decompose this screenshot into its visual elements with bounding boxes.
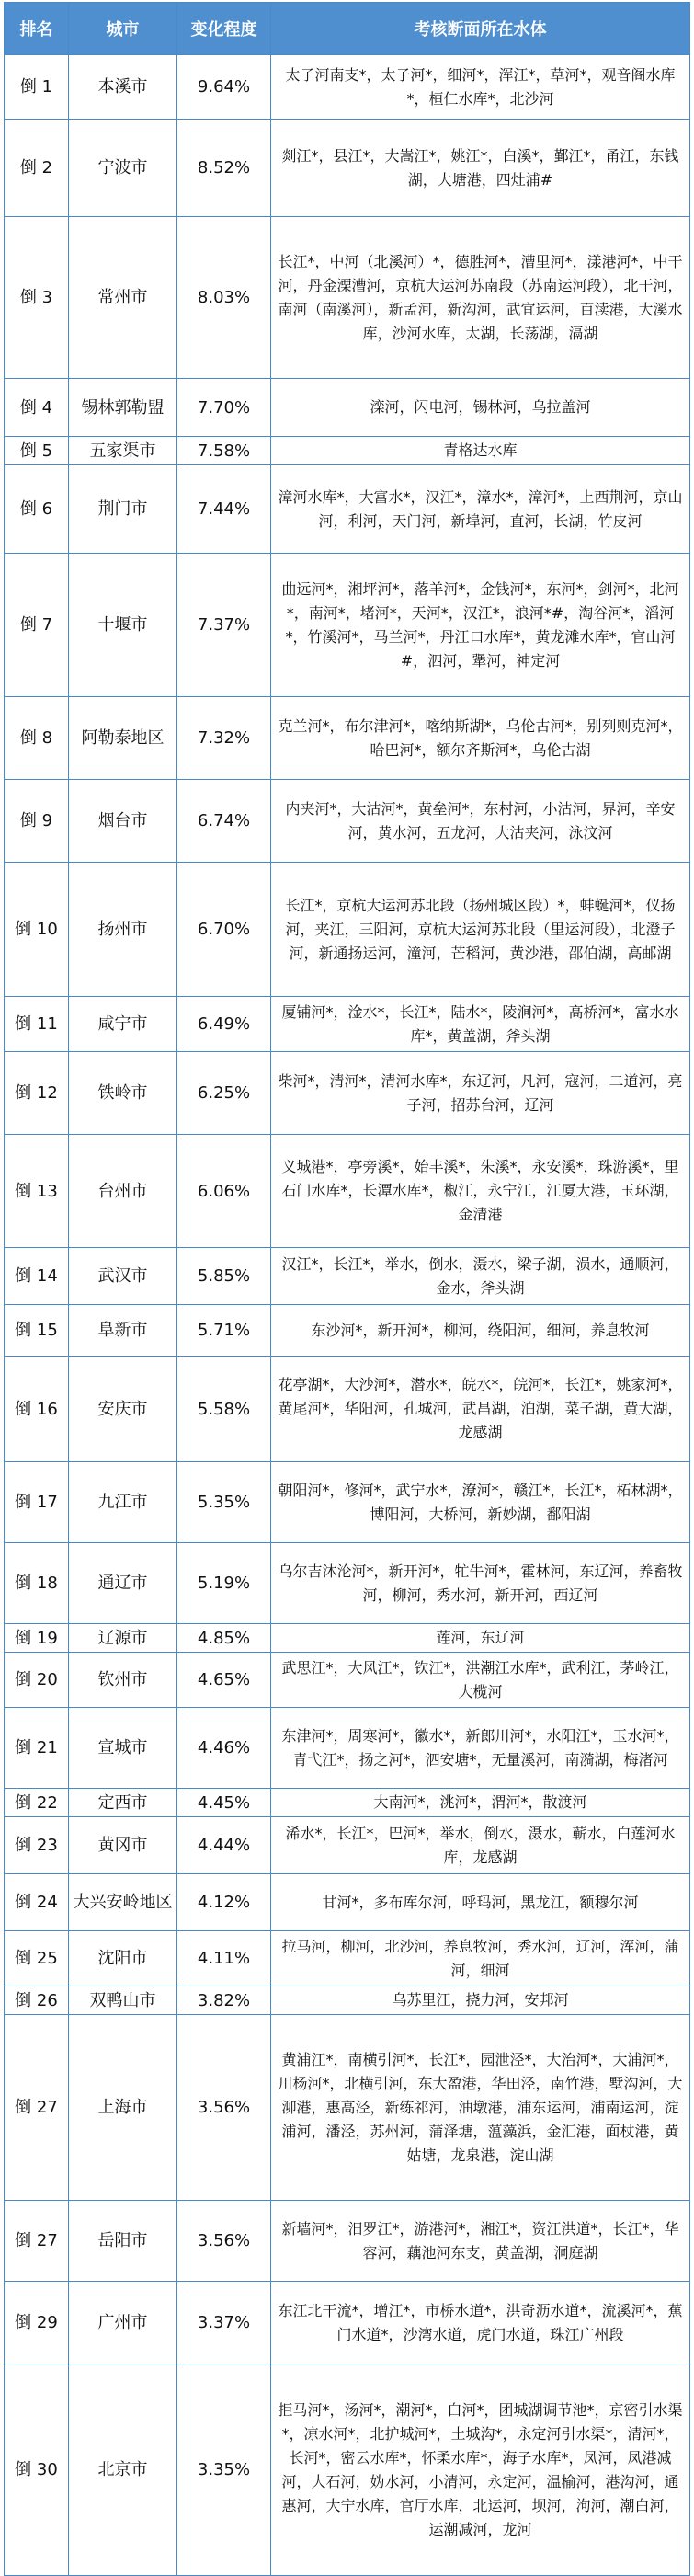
table-row	[5, 1931, 690, 1986]
rank-cell: 倒 11	[5, 997, 69, 1052]
header-waters: 考核断面所在水体	[271, 3, 690, 55]
table-row	[5, 437, 690, 465]
waters-cell: 剡江*，县江*，大嵩江*，姚江*，白溪*，鄞江*，甬江，东钱湖，大塘港，四灶浦#	[271, 120, 690, 217]
table-row	[5, 1248, 690, 1305]
city-cell: 武汉市	[69, 1248, 177, 1305]
rank-cell: 倒 13	[5, 1135, 69, 1248]
table-row	[5, 2282, 690, 2364]
change-cell: 8.03%	[177, 217, 271, 379]
rank-cell: 倒 18	[5, 1543, 69, 1624]
change-cell: 7.44%	[177, 465, 271, 554]
change-cell: 7.37%	[177, 554, 271, 697]
rank-cell: 倒 23	[5, 1817, 69, 1874]
table-row	[5, 55, 690, 120]
change-cell: 4.11%	[177, 1931, 271, 1986]
city-cell: 九江市	[69, 1462, 177, 1543]
waters-cell: 黄浦江*，南横引河*，长江*，园泄泾*，大治河*，大浦河*，川杨河*，北横引河，东大盈港，华田泾，南竹港，墅沟河，大泖港，惠高泾，新练祁河，油墩港，浦东运河，浦南运河，淀浦河，潘泾，苏州河，蒲泽塘，蕰藻浜，金汇港，面杖港，黄姑塘，龙泉港，淀山湖	[271, 2015, 690, 2201]
change-cell: 8.52%	[177, 120, 271, 217]
rank-cell: 倒 30	[5, 2364, 69, 2576]
table-body	[5, 55, 690, 2576]
change-cell: 6.74%	[177, 780, 271, 863]
city-cell: 沈阳市	[69, 1931, 177, 1986]
change-cell: 6.25%	[177, 1052, 271, 1135]
waters-cell: 太子河南支*，太子河*，细河*，浑江*，草河*，观音阁水库*，桓仁水库*，北沙河	[271, 55, 690, 120]
city-cell: 锡林郭勒盟	[69, 379, 177, 437]
city-cell: 岳阳市	[69, 2201, 177, 2282]
rank-cell: 倒 8	[5, 697, 69, 780]
city-cell: 钦州市	[69, 1653, 177, 1708]
table-row	[5, 1624, 690, 1653]
city-cell: 宣城市	[69, 1708, 177, 1789]
city-cell: 安庆市	[69, 1357, 177, 1462]
rank-cell: 倒 15	[5, 1305, 69, 1357]
city-cell: 台州市	[69, 1135, 177, 1248]
change-cell: 6.49%	[177, 997, 271, 1052]
city-cell: 广州市	[69, 2282, 177, 2364]
change-cell: 7.70%	[177, 379, 271, 437]
table-row	[5, 2364, 690, 2576]
change-cell: 4.45%	[177, 1789, 271, 1817]
rank-cell: 倒 10	[5, 863, 69, 997]
change-cell: 5.85%	[177, 1248, 271, 1305]
city-cell: 阿勒泰地区	[69, 697, 177, 780]
change-cell: 5.71%	[177, 1305, 271, 1357]
rank-cell: 倒 29	[5, 2282, 69, 2364]
city-cell: 常州市	[69, 217, 177, 379]
city-cell: 辽源市	[69, 1624, 177, 1653]
rank-cell: 倒 2	[5, 120, 69, 217]
change-cell: 4.46%	[177, 1708, 271, 1789]
table-row	[5, 1817, 690, 1874]
waters-cell: 汉江*，长江*，举水，倒水，滠水，梁子湖，涢水，通顺河，金水，斧头湖	[271, 1248, 690, 1305]
waters-cell: 乌苏里江，挠力河，安邦河	[271, 1986, 690, 2015]
table-row	[5, 1462, 690, 1543]
city-cell: 定西市	[69, 1789, 177, 1817]
rank-cell: 倒 19	[5, 1624, 69, 1653]
table-row	[5, 379, 690, 437]
rank-cell: 倒 12	[5, 1052, 69, 1135]
table-row	[5, 2015, 690, 2201]
waters-cell: 甘河*，多布库尔河，呼玛河，黑龙江，额穆尔河	[271, 1874, 690, 1931]
city-cell: 黄冈市	[69, 1817, 177, 1874]
header-rank: 排名	[5, 3, 69, 55]
city-cell: 十堰市	[69, 554, 177, 697]
waters-cell: 东津河*，周寒河*，徽水*，新郎川河*，水阳江*，玉水河*，青弋江*，扬之河*，泗安塘*，无量溪河，南漪湖，梅渚河	[271, 1708, 690, 1789]
change-cell: 7.32%	[177, 697, 271, 780]
waters-cell: 青格达水库	[271, 437, 690, 465]
table-row	[5, 1653, 690, 1708]
rank-cell: 倒 6	[5, 465, 69, 554]
table-row	[5, 1305, 690, 1357]
rank-cell: 倒 27	[5, 2015, 69, 2201]
waters-cell: 东江北干流*，增江*，市桥水道*，洪奇沥水道*，流溪河*，蕉门水道*，沙湾水道，虎门水道，珠江广州段	[271, 2282, 690, 2364]
rank-cell: 倒 22	[5, 1789, 69, 1817]
table-row	[5, 997, 690, 1052]
table-row	[5, 120, 690, 217]
city-cell: 本溪市	[69, 55, 177, 120]
city-cell: 大兴安岭地区	[69, 1874, 177, 1931]
header-row	[5, 3, 690, 55]
table-row	[5, 1986, 690, 2015]
change-cell: 7.58%	[177, 437, 271, 465]
waters-cell: 朝阳河*，修河*，武宁水*，潦河*，赣江*，长江*，柘林湖*，博阳河，大桥河，新妙湖，鄱阳湖	[271, 1462, 690, 1543]
table-header	[5, 3, 690, 55]
waters-cell: 乌尔吉沐沦河*，新开河*，牤牛河*，霍林河，东辽河，养畜牧河，柳河，秀水河，新开河，西辽河	[271, 1543, 690, 1624]
change-cell: 5.58%	[177, 1357, 271, 1462]
waters-cell: 内夹河*，大沽河*，黄垒河*，东村河，小沽河，界河，辛安河，黄水河，五龙河，大沽夹河，泳汶河	[271, 780, 690, 863]
rank-cell: 倒 24	[5, 1874, 69, 1931]
waters-cell: 新墙河*，汨罗江*，游港河*，湘江*，资江洪道*，长江*，华容河，藕池河东支，黄盖湖，洞庭湖	[271, 2201, 690, 2282]
waters-cell: 柴河*，清河*，清河水库*，东辽河，凡河，寇河，二道河，亮子河，招苏台河，辽河	[271, 1052, 690, 1135]
change-cell: 6.70%	[177, 863, 271, 997]
rank-cell: 倒 7	[5, 554, 69, 697]
table-row	[5, 465, 690, 554]
city-cell: 双鸭山市	[69, 1986, 177, 2015]
table-row	[5, 554, 690, 697]
table-row	[5, 2201, 690, 2282]
waters-cell: 滦河，闪电河，锡林河，乌拉盖河	[271, 379, 690, 437]
change-cell: 5.35%	[177, 1462, 271, 1543]
rank-cell: 倒 27	[5, 2201, 69, 2282]
table-row	[5, 780, 690, 863]
waters-cell: 曲远河*，湘坪河*，落羊河*，金钱河*，东河*，剑河*，北河*，南河*，堵河*，天河*，汉江*，浪河*#，淘谷河*，滔河*，竹溪河*，马兰河*，丹江口水库*，黄龙滩水库*，官山河#，泗河，犟河，神定河	[271, 554, 690, 697]
city-cell: 上海市	[69, 2015, 177, 2201]
city-cell: 荆门市	[69, 465, 177, 554]
waters-cell: 莲河，东辽河	[271, 1624, 690, 1653]
change-cell: 6.06%	[177, 1135, 271, 1248]
waters-cell: 长江*，中河（北溪河）*，德胜河*，漕里河*，漾港河*，中干河，丹金溧漕河，京杭大运河苏南段（苏南运河段），北干河，南河（南溪河），新孟河，新沟河，武宜运河，百渎港，大溪水库，沙河水库，太湖，长荡湖，滆湖	[271, 217, 690, 379]
rank-cell: 倒 14	[5, 1248, 69, 1305]
rank-cell: 倒 4	[5, 379, 69, 437]
table-row	[5, 1357, 690, 1462]
table-row	[5, 217, 690, 379]
change-cell: 3.37%	[177, 2282, 271, 2364]
waters-cell: 大南河*，洮河*，渭河*，散渡河	[271, 1789, 690, 1817]
table-row	[5, 1052, 690, 1135]
city-cell: 扬州市	[69, 863, 177, 997]
rank-cell: 倒 5	[5, 437, 69, 465]
change-cell: 3.56%	[177, 2201, 271, 2282]
ranking-table	[4, 2, 690, 2576]
table-row	[5, 697, 690, 780]
change-cell: 3.82%	[177, 1986, 271, 2015]
rank-cell: 倒 16	[5, 1357, 69, 1462]
rank-cell: 倒 17	[5, 1462, 69, 1543]
waters-cell: 义城港*，亭旁溪*，始丰溪*，朱溪*，永安溪*，珠游溪*，里石门水库*，长潭水库*，椒江，永宁江，江厦大港，玉环湖，金清港	[271, 1135, 690, 1248]
rank-cell: 倒 21	[5, 1708, 69, 1789]
waters-cell: 武思江*，大风江*，钦江*，洪潮江水库*，武利江，茅岭江，大榄河	[271, 1653, 690, 1708]
change-cell: 9.64%	[177, 55, 271, 120]
waters-cell: 克兰河*，布尔津河*，喀纳斯湖*，乌伦古河*，别列则克河*，哈巴河*，额尔齐斯河*，乌伦古湖	[271, 697, 690, 780]
city-cell: 阜新市	[69, 1305, 177, 1357]
city-cell: 咸宁市	[69, 997, 177, 1052]
waters-cell: 长江*，京杭大运河苏北段（扬州城区段）*，蚌蜒河*，仪扬河，夹江，三阳河，京杭大运河苏北段（里运河段），北澄子河，新通扬运河，潼河，芒稻河，黄沙港，邵伯湖，高邮湖	[271, 863, 690, 997]
change-cell: 5.19%	[177, 1543, 271, 1624]
waters-cell: 漳河水库*，大富水*，汉江*，漳水*，漳河*，上西荆河，京山河，利河，天门河，新埠河，直河，长湖，竹皮河	[271, 465, 690, 554]
city-cell: 宁波市	[69, 120, 177, 217]
header-change: 变化程度	[177, 3, 271, 55]
change-cell: 4.85%	[177, 1624, 271, 1653]
waters-cell: 厦铺河*，淦水*，长江*，陆水*，陵涧河*，高桥河*，富水水库*，黄盖湖，斧头湖	[271, 997, 690, 1052]
change-cell: 4.44%	[177, 1817, 271, 1874]
table-row	[5, 1789, 690, 1817]
city-cell: 铁岭市	[69, 1052, 177, 1135]
waters-cell: 拒马河*，汤河*，潮河*，白河*，团城湖调节池*，京密引水渠*，凉水河*，北护城河*，土城沟*，永定河引水渠*，清河*，长河*，密云水库*，怀柔水库*，海子水库*，凤河，凤港减河，大石河，妫水河，小清河，永定河，温榆河，港沟河，通惠河，大宁水库，官厅水库，北运河，坝河，泃河，潮白河，运潮减河，龙河	[271, 2364, 690, 2576]
rank-cell: 倒 9	[5, 780, 69, 863]
city-cell: 北京市	[69, 2364, 177, 2576]
header-city: 城市	[69, 3, 177, 55]
table-row	[5, 1874, 690, 1931]
waters-cell: 花亭湖*，大沙河*，潜水*，皖水*，皖河*，长江*，姚家河*，黄尾河*，华阳河，孔城河，武昌湖，泊湖，菜子湖，黄大湖，龙感湖	[271, 1357, 690, 1462]
change-cell: 3.35%	[177, 2364, 271, 2576]
rank-cell: 倒 26	[5, 1986, 69, 2015]
change-cell: 3.56%	[177, 2015, 271, 2201]
rank-cell: 倒 20	[5, 1653, 69, 1708]
table-row	[5, 1135, 690, 1248]
rank-cell: 倒 3	[5, 217, 69, 379]
waters-cell: 东沙河*，新开河*，柳河，绕阳河，细河，养息牧河	[271, 1305, 690, 1357]
rank-cell: 倒 1	[5, 55, 69, 120]
change-cell: 4.65%	[177, 1653, 271, 1708]
city-cell: 烟台市	[69, 780, 177, 863]
city-cell: 五家渠市	[69, 437, 177, 465]
table-row	[5, 863, 690, 997]
city-cell: 通辽市	[69, 1543, 177, 1624]
waters-cell: 拉马河，柳河，北沙河，养息牧河，秀水河，辽河，浑河，蒲河，细河	[271, 1931, 690, 1986]
rank-cell: 倒 25	[5, 1931, 69, 1986]
change-cell: 4.12%	[177, 1874, 271, 1931]
waters-cell: 浠水*，长江*，巴河*，举水，倒水，滠水，蕲水，白莲河水库，龙感湖	[271, 1817, 690, 1874]
table-row	[5, 1543, 690, 1624]
table-row	[5, 1708, 690, 1789]
